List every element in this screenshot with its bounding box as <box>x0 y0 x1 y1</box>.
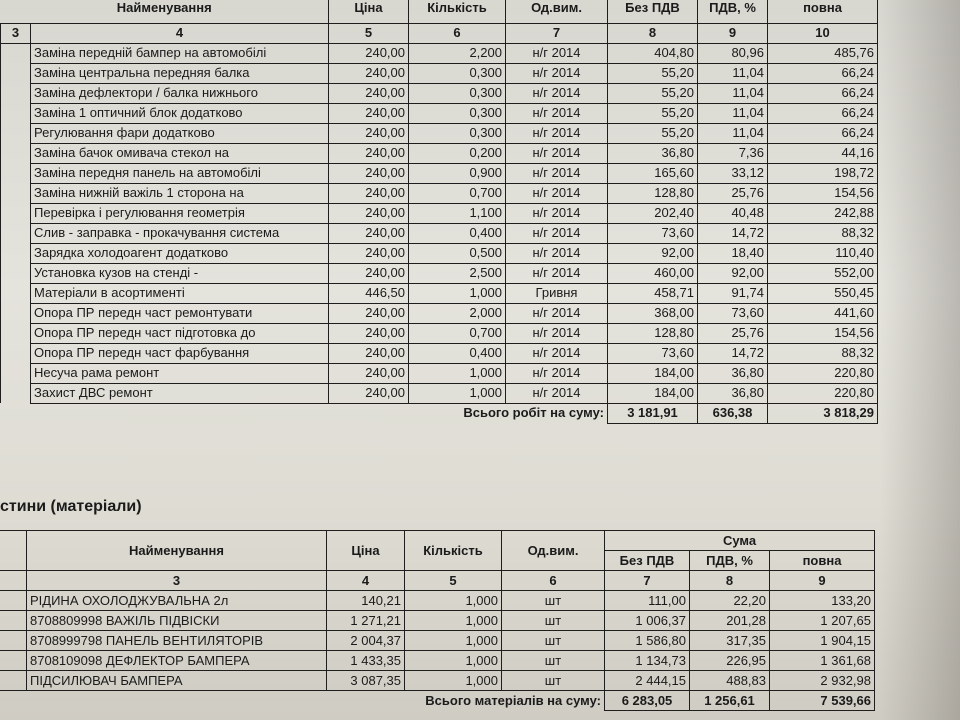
materials-total-label: Всього матеріалів на суму: <box>425 692 601 708</box>
works-total-label: Всього робіт на суму: <box>463 405 604 421</box>
materials-column-number: 6 <box>502 571 605 591</box>
works-cell-price: 240,00 <box>329 163 409 183</box>
works-cell-vat: 73,60 <box>698 303 768 323</box>
materials-cell-unit: шт <box>502 611 605 631</box>
works-cell-qty: 2,000 <box>409 303 506 323</box>
works-cell-total: 154,56 <box>768 183 878 203</box>
materials-cell-price: 1 271,21 <box>327 611 405 631</box>
works-cell-qty: 0,900 <box>409 163 506 183</box>
works-cell-qty: 1,100 <box>409 203 506 223</box>
table-row <box>1 163 878 183</box>
table-row <box>1 203 878 223</box>
works-cell-qty: 0,300 <box>409 83 506 103</box>
row-marker-cell <box>1 363 31 383</box>
works-cell-price: 240,00 <box>329 243 409 263</box>
works-cell-no-vat: 55,20 <box>608 123 698 143</box>
works-cell-name: Перевірка і регулювання геометрія <box>31 203 329 223</box>
materials-cell-unit: шт <box>502 671 605 691</box>
materials-cell-name: ПІДСИЛЮВАЧ БАМПЕРА <box>27 671 327 691</box>
works-cell-unit: н/г 2014 <box>506 363 608 383</box>
row-marker-cell <box>1 103 31 123</box>
materials-cell-name: 8708809998 ВАЖІЛЬ ПІДВІСКИ <box>27 611 327 631</box>
works-cell-unit: н/г 2014 <box>506 323 608 343</box>
table-row <box>0 611 875 631</box>
works-cell-no-vat: 368,00 <box>608 303 698 323</box>
materials-cell-qty: 1,000 <box>405 591 502 611</box>
works-cell-unit: н/г 2014 <box>506 43 608 63</box>
materials-header-price: Ціна <box>327 531 405 571</box>
row-marker-cell <box>1 183 31 203</box>
works-cell-unit: н/г 2014 <box>506 163 608 183</box>
works-column-number: 6 <box>409 23 506 43</box>
works-cell-price: 240,00 <box>329 143 409 163</box>
works-cell-vat: 80,96 <box>698 43 768 63</box>
materials-cell-price: 2 004,37 <box>327 631 405 651</box>
works-cell-price: 240,00 <box>329 343 409 363</box>
works-cell-qty: 1,000 <box>409 383 506 403</box>
works-cell-unit: н/г 2014 <box>506 263 608 283</box>
works-cell-price: 240,00 <box>329 103 409 123</box>
materials-column-number: 8 <box>690 571 770 591</box>
works-cell-qty: 2,500 <box>409 263 506 283</box>
materials-header-name: Найменування <box>27 531 327 571</box>
works-cell-qty: 0,700 <box>409 323 506 343</box>
table-row <box>0 671 875 691</box>
materials-column-number: 7 <box>605 571 690 591</box>
row-marker-cell <box>1 323 31 343</box>
table-row <box>0 631 875 651</box>
row-marker-cell <box>1 343 31 363</box>
works-cell-qty: 0,500 <box>409 243 506 263</box>
works-cell-no-vat: 55,20 <box>608 83 698 103</box>
materials-header-unit: Од.вим. <box>502 531 605 571</box>
materials-cell-price: 3 087,35 <box>327 671 405 691</box>
works-total-vat: 636,38 <box>698 403 768 423</box>
works-cell-qty: 0,700 <box>409 183 506 203</box>
works-cell-no-vat: 73,60 <box>608 343 698 363</box>
works-column-number: 10 <box>768 23 878 43</box>
table-row <box>1 103 878 123</box>
works-cell-name: Зарядка холодоагент додатково <box>31 243 329 263</box>
works-cell-unit: н/г 2014 <box>506 143 608 163</box>
works-cell-no-vat: 128,80 <box>608 323 698 343</box>
materials-body <box>0 591 875 691</box>
works-cell-qty: 1,000 <box>409 363 506 383</box>
row-marker-cell <box>0 631 27 651</box>
works-cell-unit: н/г 2014 <box>506 63 608 83</box>
works-cell-name: Заміна бачок омивача стекол на <box>31 143 329 163</box>
works-cell-unit: н/г 2014 <box>506 243 608 263</box>
works-cell-total: 154,56 <box>768 323 878 343</box>
works-column-number: 7 <box>506 23 608 43</box>
works-cell-no-vat: 92,00 <box>608 243 698 263</box>
materials-cell-unit: шт <box>502 651 605 671</box>
works-cell-total: 485,76 <box>768 43 878 63</box>
works-column-numbers-row <box>1 23 878 43</box>
materials-column-number: 5 <box>405 571 502 591</box>
materials-cell-vat: 317,35 <box>690 631 770 651</box>
works-cell-name: Установка кузов на стенді - <box>31 263 329 283</box>
materials-cell-unit: шт <box>502 591 605 611</box>
works-cell-price: 240,00 <box>329 83 409 103</box>
table-row <box>1 363 878 383</box>
works-cell-no-vat: 184,00 <box>608 383 698 403</box>
materials-total-full: 7 539,66 <box>770 691 875 711</box>
table-row <box>1 383 878 403</box>
row-marker-cell <box>0 671 27 691</box>
materials-total-row <box>0 691 875 711</box>
table-row <box>0 651 875 671</box>
works-cell-name: Регулювання фари додатково <box>31 123 329 143</box>
materials-cell-name: 8708999798 ПАНЕЛЬ ВЕНТИЛЯТОРІВ <box>27 631 327 651</box>
materials-cell-total: 1 207,65 <box>770 611 875 631</box>
works-cell-unit: н/г 2014 <box>506 343 608 363</box>
works-cell-no-vat: 165,60 <box>608 163 698 183</box>
works-cell-vat: 7,36 <box>698 143 768 163</box>
materials-group-row <box>0 531 875 551</box>
works-cell-total: 220,80 <box>768 383 878 403</box>
row-marker-cell <box>1 383 31 403</box>
works-body <box>1 43 878 403</box>
row-marker-cell <box>1 243 31 263</box>
table-row <box>1 243 878 263</box>
materials-column-numbers-row <box>0 571 875 591</box>
works-cell-vat: 18,40 <box>698 243 768 263</box>
materials-cell-no-vat: 1 006,37 <box>605 611 690 631</box>
materials-cell-name: РІДИНА ОХОЛОДЖУВАЛЬНА 2л <box>27 591 327 611</box>
works-cell-price: 240,00 <box>329 323 409 343</box>
works-cell-qty: 1,000 <box>409 283 506 303</box>
works-cell-no-vat: 55,20 <box>608 103 698 123</box>
table-row <box>1 63 878 83</box>
works-cell-no-vat: 55,20 <box>608 63 698 83</box>
works-cell-qty: 0,400 <box>409 343 506 363</box>
materials-cell-total: 133,20 <box>770 591 875 611</box>
materials-cell-vat: 201,28 <box>690 611 770 631</box>
works-column-number: 3 <box>1 23 31 43</box>
works-header-row <box>1 0 878 23</box>
row-marker-cell <box>1 143 31 163</box>
works-cell-name: Заміна передній бампер на автомобілі <box>31 43 329 63</box>
materials-header-qty: Кількість <box>405 531 502 571</box>
works-cell-name: Заміна 1 оптичний блок додатково <box>31 103 329 123</box>
materials-cell-price: 140,21 <box>327 591 405 611</box>
works-cell-price: 240,00 <box>329 383 409 403</box>
row-marker-cell <box>0 611 27 631</box>
works-cell-no-vat: 404,80 <box>608 43 698 63</box>
works-cell-vat: 11,04 <box>698 103 768 123</box>
works-cell-unit: Гривня <box>506 283 608 303</box>
works-header-vat: ПДВ, % <box>698 0 768 23</box>
works-total-full: 3 818,29 <box>768 403 878 423</box>
row-marker-cell <box>1 303 31 323</box>
works-cell-no-vat: 460,00 <box>608 263 698 283</box>
materials-cell-qty: 1,000 <box>405 671 502 691</box>
works-cell-vat: 11,04 <box>698 83 768 103</box>
materials-total-no-vat: 6 283,05 <box>605 691 690 711</box>
works-cell-qty: 0,300 <box>409 103 506 123</box>
works-header-price: Ціна <box>329 0 409 23</box>
works-cell-total: 220,80 <box>768 363 878 383</box>
works-cell-unit: н/г 2014 <box>506 203 608 223</box>
row-marker-cell <box>1 263 31 283</box>
works-cell-price: 240,00 <box>329 183 409 203</box>
works-header-name: Найменування <box>116 0 212 15</box>
works-cell-name: Слив - заправка - прокачування система <box>31 223 329 243</box>
works-cell-qty: 2,200 <box>409 43 506 63</box>
works-cell-price: 240,00 <box>329 43 409 63</box>
works-cell-total: 66,24 <box>768 123 878 143</box>
materials-cell-vat: 226,95 <box>690 651 770 671</box>
row-marker-cell <box>0 591 27 611</box>
materials-cell-vat: 22,20 <box>690 591 770 611</box>
works-cell-unit: н/г 2014 <box>506 383 608 403</box>
works-cell-price: 240,00 <box>329 303 409 323</box>
materials-cell-unit: шт <box>502 631 605 651</box>
materials-cell-name: 8708109098 ДЕФЛЕКТОР БАМПЕРА <box>27 651 327 671</box>
works-cell-vat: 14,72 <box>698 343 768 363</box>
works-cell-price: 240,00 <box>329 223 409 243</box>
works-header-qty: Кількість <box>409 0 506 23</box>
table-row <box>1 283 878 303</box>
works-column-number: 4 <box>31 23 329 43</box>
works-column-number: 9 <box>698 23 768 43</box>
works-cell-total: 66,24 <box>768 83 878 103</box>
row-marker-cell <box>1 43 31 63</box>
works-cell-no-vat: 128,80 <box>608 183 698 203</box>
works-header-total: повна <box>768 0 878 23</box>
works-cell-price: 446,50 <box>329 283 409 303</box>
works-cell-qty: 0,300 <box>409 63 506 83</box>
works-cell-vat: 33,12 <box>698 163 768 183</box>
works-cell-total: 110,40 <box>768 243 878 263</box>
materials-cell-price: 1 433,35 <box>327 651 405 671</box>
materials-number-blank <box>0 571 27 591</box>
materials-header-total: повна <box>770 551 875 571</box>
table-row <box>1 123 878 143</box>
materials-table <box>0 530 875 711</box>
materials-total-vat: 1 256,61 <box>690 691 770 711</box>
materials-cell-no-vat: 1 586,80 <box>605 631 690 651</box>
works-cell-name: Матеріали в асортименті <box>31 283 329 303</box>
materials-cell-total: 1 361,68 <box>770 651 875 671</box>
works-header-unit: Од.вим. <box>506 0 608 23</box>
works-cell-name: Опора ПР передн част фарбування <box>31 343 329 363</box>
works-total-row <box>1 403 878 423</box>
materials-column-number: 3 <box>27 571 327 591</box>
materials-cell-no-vat: 2 444,15 <box>605 671 690 691</box>
table-row <box>1 303 878 323</box>
materials-cell-no-vat: 1 134,73 <box>605 651 690 671</box>
works-cell-vat: 14,72 <box>698 223 768 243</box>
works-cell-total: 242,88 <box>768 203 878 223</box>
materials-column-number: 9 <box>770 571 875 591</box>
works-cell-unit: н/г 2014 <box>506 83 608 103</box>
works-cell-total: 441,60 <box>768 303 878 323</box>
works-cell-qty: 0,200 <box>409 143 506 163</box>
works-cell-name: Заміна центральна передняя балка <box>31 63 329 83</box>
table-row <box>1 183 878 203</box>
works-cell-total: 44,16 <box>768 143 878 163</box>
works-cell-qty: 0,400 <box>409 223 506 243</box>
works-cell-price: 240,00 <box>329 123 409 143</box>
row-marker-cell <box>1 163 31 183</box>
row-marker-cell <box>1 63 31 83</box>
works-cell-name: Несуча рама ремонт <box>31 363 329 383</box>
works-total-no-vat: 3 181,91 <box>608 403 698 423</box>
works-cell-no-vat: 36,80 <box>608 143 698 163</box>
materials-header-vat: ПДВ, % <box>690 551 770 571</box>
works-cell-unit: н/г 2014 <box>506 183 608 203</box>
works-cell-unit: н/г 2014 <box>506 303 608 323</box>
works-cell-no-vat: 184,00 <box>608 363 698 383</box>
works-header-no-vat: Без ПДВ <box>608 0 698 23</box>
row-marker-cell <box>0 651 27 671</box>
works-cell-price: 240,00 <box>329 263 409 283</box>
table-row <box>1 223 878 243</box>
page-edge-shadow <box>880 0 960 720</box>
works-cell-price: 240,00 <box>329 63 409 83</box>
table-row <box>1 83 878 103</box>
works-cell-vat: 11,04 <box>698 63 768 83</box>
works-cell-unit: н/г 2014 <box>506 223 608 243</box>
materials-cell-total: 2 932,98 <box>770 671 875 691</box>
works-cell-vat: 25,76 <box>698 183 768 203</box>
works-column-number: 8 <box>608 23 698 43</box>
works-cell-no-vat: 458,71 <box>608 283 698 303</box>
table-row <box>1 343 878 363</box>
works-cell-price: 240,00 <box>329 363 409 383</box>
works-cell-vat: 11,04 <box>698 123 768 143</box>
works-cell-vat: 25,76 <box>698 323 768 343</box>
works-cell-name: Захист ДВС ремонт <box>31 383 329 403</box>
materials-cell-no-vat: 111,00 <box>605 591 690 611</box>
works-cell-unit: н/г 2014 <box>506 103 608 123</box>
materials-cell-qty: 1,000 <box>405 611 502 631</box>
materials-header-no-vat: Без ПДВ <box>605 551 690 571</box>
works-cell-vat: 40,48 <box>698 203 768 223</box>
materials-section-title: стини (матеріали) <box>0 498 142 515</box>
works-cell-vat: 92,00 <box>698 263 768 283</box>
works-cell-total: 66,24 <box>768 103 878 123</box>
works-cell-vat: 36,80 <box>698 383 768 403</box>
materials-cell-qty: 1,000 <box>405 631 502 651</box>
materials-column-number: 4 <box>327 571 405 591</box>
works-column-number: 5 <box>329 23 409 43</box>
works-cell-no-vat: 202,40 <box>608 203 698 223</box>
works-cell-unit: н/г 2014 <box>506 123 608 143</box>
works-cell-no-vat: 73,60 <box>608 223 698 243</box>
table-row <box>1 143 878 163</box>
row-marker-cell <box>1 123 31 143</box>
table-row <box>0 591 875 611</box>
works-cell-name: Заміна нижній важіль 1 сторона на <box>31 183 329 203</box>
works-cell-name: Опора ПР передн част ремонтувати <box>31 303 329 323</box>
materials-header-sum: Сума <box>605 531 875 551</box>
row-marker-cell <box>1 283 31 303</box>
works-cell-total: 88,32 <box>768 343 878 363</box>
works-cell-total: 88,32 <box>768 223 878 243</box>
works-cell-qty: 0,300 <box>409 123 506 143</box>
table-row <box>1 43 878 63</box>
row-marker-cell <box>1 203 31 223</box>
row-marker-cell <box>1 223 31 243</box>
materials-cell-total: 1 904,15 <box>770 631 875 651</box>
works-cell-price: 240,00 <box>329 203 409 223</box>
works-cell-total: 552,00 <box>768 263 878 283</box>
table-row <box>1 323 878 343</box>
materials-cell-vat: 488,83 <box>690 671 770 691</box>
row-marker-cell <box>1 83 31 103</box>
works-cell-name: Заміна дефлектори / балка нижнього <box>31 83 329 103</box>
table-row <box>1 263 878 283</box>
works-cell-total: 198,72 <box>768 163 878 183</box>
works-cell-name: Заміна передня панель на автомобілі <box>31 163 329 183</box>
works-cell-vat: 36,80 <box>698 363 768 383</box>
materials-cell-qty: 1,000 <box>405 651 502 671</box>
works-cell-total: 66,24 <box>768 63 878 83</box>
works-cell-name: Опора ПР передн част підготовка до <box>31 323 329 343</box>
works-cell-total: 550,45 <box>768 283 878 303</box>
works-cell-vat: 91,74 <box>698 283 768 303</box>
